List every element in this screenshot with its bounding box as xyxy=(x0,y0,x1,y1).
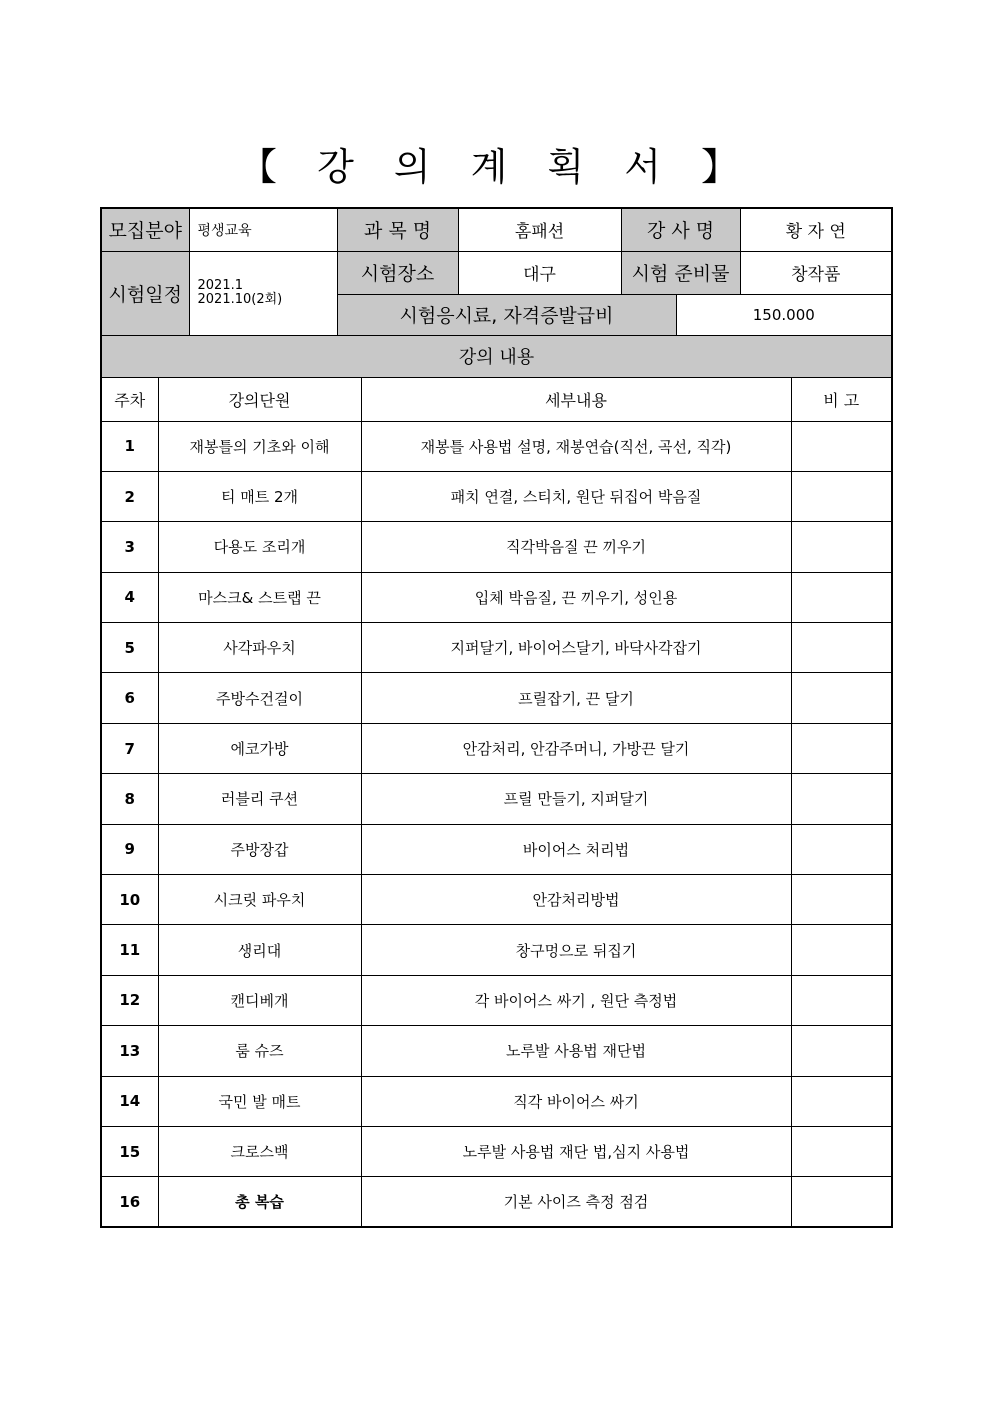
schedule-line-1: 2021.1 xyxy=(197,278,244,293)
table-row xyxy=(101,875,892,925)
week-cell: 5 xyxy=(101,623,158,673)
week-cell: 13 xyxy=(101,1026,158,1076)
week-cell: 8 xyxy=(101,774,158,824)
col-detail: 세부내용 xyxy=(361,377,791,421)
place-label: 시험장소 xyxy=(337,251,458,294)
detail-cell: 바이어스 처리법 xyxy=(361,824,791,874)
detail-cell: 노루발 사용법 재단법 xyxy=(361,1026,791,1076)
table-row xyxy=(101,471,892,521)
week-cell: 6 xyxy=(101,673,158,723)
table-row xyxy=(101,723,892,773)
unit-cell: 마스크& 스트랩 끈 xyxy=(158,572,361,622)
unit-cell: 러블리 쿠션 xyxy=(158,774,361,824)
unit-cell: 사각파우치 xyxy=(158,623,361,673)
table-row xyxy=(101,925,892,975)
week-cell: 10 xyxy=(101,875,158,925)
lecture-plan-table xyxy=(100,207,893,1228)
unit-cell: 에코가방 xyxy=(158,723,361,773)
schedule-value xyxy=(189,251,337,335)
table-row xyxy=(101,421,892,471)
table-row xyxy=(101,774,892,824)
table-row xyxy=(101,673,892,723)
detail-cell: 각 바이어스 싸기 , 원단 측정법 xyxy=(361,975,791,1025)
note-cell xyxy=(791,1126,892,1176)
detail-cell: 지퍼달기, 바이어스달기, 바닥사각잡기 xyxy=(361,623,791,673)
unit-cell: 주방수건걸이 xyxy=(158,673,361,723)
detail-cell: 창구멍으로 뒤집기 xyxy=(361,925,791,975)
detail-cell: 프릴잡기, 끈 달기 xyxy=(361,673,791,723)
subject-label: 과 목 명 xyxy=(337,208,458,251)
detail-cell: 직각박음질 끈 끼우기 xyxy=(361,522,791,572)
week-cell: 1 xyxy=(101,421,158,471)
detail-cell: 직각 바이어스 싸기 xyxy=(361,1076,791,1126)
unit-cell: 룸 슈즈 xyxy=(158,1026,361,1076)
note-cell xyxy=(791,975,892,1025)
schedule-label: 시험일정 xyxy=(101,251,189,335)
table-row xyxy=(101,975,892,1025)
note-cell xyxy=(791,824,892,874)
note-cell xyxy=(791,522,892,572)
note-cell xyxy=(791,723,892,773)
instructor-value: 황 자 연 xyxy=(740,208,892,251)
detail-cell: 재봉틀 사용법 설명, 재봉연습(직선, 곡선, 직각) xyxy=(361,421,791,471)
table-row xyxy=(101,572,892,622)
instructor-label: 강 사 명 xyxy=(621,208,740,251)
week-cell: 3 xyxy=(101,522,158,572)
week-cell: 2 xyxy=(101,471,158,521)
week-cell: 12 xyxy=(101,975,158,1025)
week-cell: 16 xyxy=(101,1177,158,1227)
detail-cell: 노루발 사용법 재단 법,심지 사용법 xyxy=(361,1126,791,1176)
note-cell xyxy=(791,875,892,925)
unit-cell: 크로스백 xyxy=(158,1126,361,1176)
col-week: 주차 xyxy=(101,377,158,421)
note-cell xyxy=(791,471,892,521)
col-note: 비 고 xyxy=(791,377,892,421)
note-cell xyxy=(791,925,892,975)
note-cell xyxy=(791,1076,892,1126)
detail-cell: 프릴 만들기, 지퍼달기 xyxy=(361,774,791,824)
content-header: 강의 내용 xyxy=(101,335,892,377)
prep-value: 창작품 xyxy=(740,251,892,294)
table-row xyxy=(101,623,892,673)
note-cell xyxy=(791,1177,892,1227)
note-cell xyxy=(791,774,892,824)
note-cell xyxy=(791,421,892,471)
note-cell xyxy=(791,623,892,673)
week-cell: 11 xyxy=(101,925,158,975)
detail-cell: 입체 박음질, 끈 끼우기, 성인용 xyxy=(361,572,791,622)
field-label: 모집분야 xyxy=(101,208,189,251)
page-title: 【 강 의 계 획 서 】 xyxy=(238,145,753,189)
unit-cell: 총 복습 xyxy=(158,1177,361,1227)
table-row xyxy=(101,1177,892,1227)
place-value: 대구 xyxy=(458,251,621,294)
week-cell: 14 xyxy=(101,1076,158,1126)
table-row xyxy=(101,522,892,572)
subject-value: 홈패션 xyxy=(458,208,621,251)
fee-value: 150.000 xyxy=(676,294,892,335)
detail-cell: 기본 사이즈 측정 점검 xyxy=(361,1177,791,1227)
unit-cell: 주방장갑 xyxy=(158,824,361,874)
prep-label: 시험 준비물 xyxy=(621,251,740,294)
note-cell xyxy=(791,572,892,622)
table-row xyxy=(101,1026,892,1076)
table-row xyxy=(101,1126,892,1176)
table-row xyxy=(101,824,892,874)
lecture-rows xyxy=(101,421,892,1227)
week-cell: 4 xyxy=(101,572,158,622)
detail-cell: 안감처리방법 xyxy=(361,875,791,925)
note-cell xyxy=(791,1026,892,1076)
unit-cell: 시크릿 파우치 xyxy=(158,875,361,925)
detail-cell: 패치 연결, 스티치, 원단 뒤집어 박음질 xyxy=(361,471,791,521)
col-unit: 강의단원 xyxy=(158,377,361,421)
table-row xyxy=(101,1076,892,1126)
detail-cell: 안감처리, 안감주머니, 가방끈 달기 xyxy=(361,723,791,773)
note-cell xyxy=(791,673,892,723)
unit-cell: 캔디베개 xyxy=(158,975,361,1025)
unit-cell: 다용도 조리개 xyxy=(158,522,361,572)
unit-cell: 티 매트 2개 xyxy=(158,471,361,521)
week-cell: 9 xyxy=(101,824,158,874)
unit-cell: 국민 발 매트 xyxy=(158,1076,361,1126)
schedule-line-2: 2021.10(2회) xyxy=(197,292,283,307)
week-cell: 7 xyxy=(101,723,158,773)
unit-cell: 재봉틀의 기초와 이해 xyxy=(158,421,361,471)
week-cell: 15 xyxy=(101,1126,158,1176)
unit-cell: 생리대 xyxy=(158,925,361,975)
field-value: 평생교육 xyxy=(189,208,337,251)
fee-label: 시험응시료, 자격증발급비 xyxy=(337,294,676,335)
